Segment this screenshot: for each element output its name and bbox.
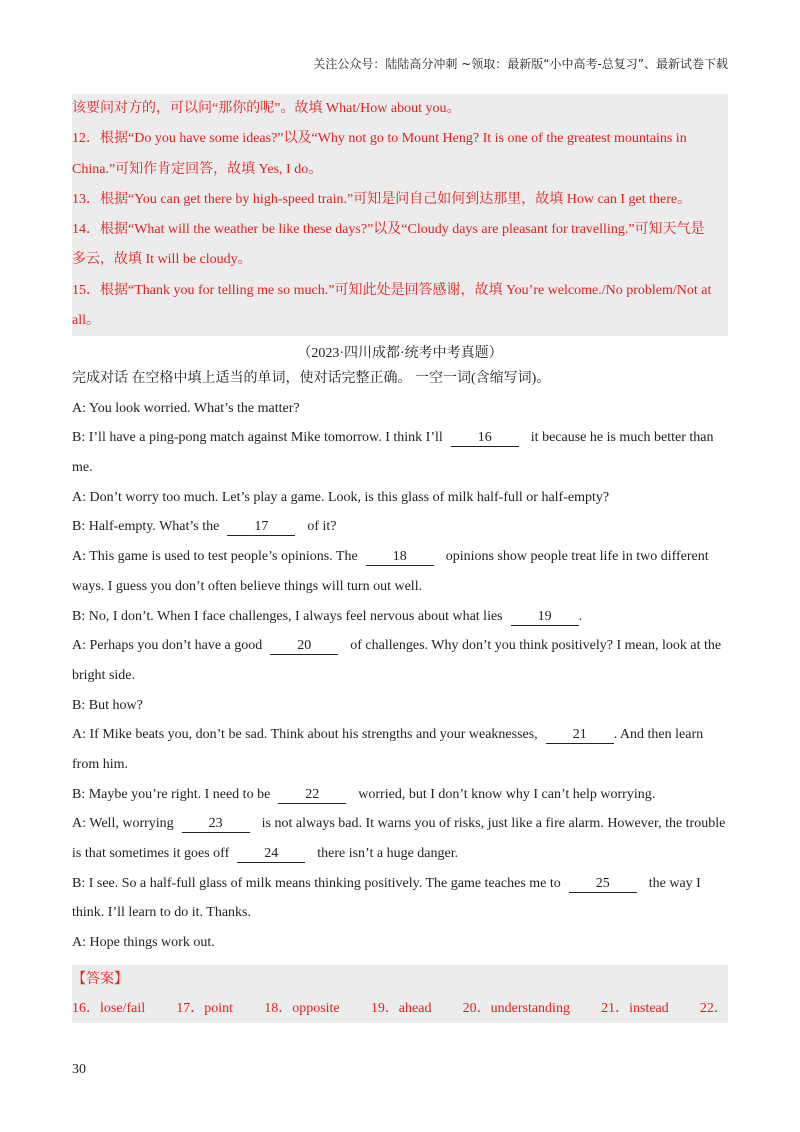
dialogue-text: B: I’ll have a ping-pong match against Mike tomorrow. I think I’ll bbox=[72, 430, 443, 446]
dialogue-line: A: Hope things work out. bbox=[72, 935, 215, 951]
dialogue-text: the way I bbox=[648, 875, 701, 891]
dialogue-line: A: Don’t worry too much. Let’s play a game. Look, is this glass of milk half-full or half-empty? bbox=[72, 489, 610, 505]
dialogue-text: A: This game is used to test people’s opinions. The bbox=[72, 549, 358, 565]
section-title: （2023·四川成都·统考中考真题） bbox=[297, 346, 503, 361]
explanation-block bbox=[72, 94, 728, 336]
dialogue-line bbox=[72, 720, 728, 750]
answer-item: 19．ahead bbox=[370, 1001, 432, 1016]
dialogue-line bbox=[72, 542, 728, 572]
dialogue-line bbox=[72, 809, 728, 839]
dialogue-text: . And then learn bbox=[613, 727, 704, 743]
blank-24: 24 bbox=[237, 846, 305, 863]
dialogue-line: me. bbox=[72, 460, 93, 476]
explanation-line: 14．根据“What will the weather be like these days?”以及“Cloudy days are pleasant for travelling.”可知天气是 bbox=[72, 222, 705, 238]
dialogue-text: B: Half-empty. What’s the bbox=[72, 519, 220, 535]
answer-list bbox=[72, 994, 728, 1023]
explanation-line: 13．根据“You can get there by high-speed train.”可知是问自己如何到达那里，故填 How can I get there。 bbox=[72, 191, 692, 207]
dialogue-line: bright side. bbox=[72, 667, 135, 683]
dialogue-line: A: You look worried. What’s the matter? bbox=[72, 400, 300, 416]
blank-16: 16 bbox=[451, 430, 519, 447]
answer-item: 21．instead bbox=[601, 1001, 669, 1016]
dialogue-text: it because he is much better than bbox=[530, 430, 714, 446]
explanation-line: China.”可知作肯定回答，故填 Yes, I do。 bbox=[72, 161, 323, 177]
explanation-line: 15．根据“Thank you for telling me so much.”可知此处是回答感谢，故填 You’re welcome./No problem/Not at bbox=[72, 282, 712, 298]
dialogue-line: from him. bbox=[72, 756, 128, 772]
dialogue-text: of it? bbox=[307, 519, 337, 535]
dialogue-text: there isn’t a huge danger. bbox=[317, 846, 459, 861]
dialogue-text: A: If Mike beats you, don’t be sad. Think about his strengths and your weaknesses, bbox=[72, 727, 538, 743]
blank-17: 17 bbox=[227, 519, 295, 536]
dialogue-line bbox=[72, 780, 728, 810]
dialogue-line bbox=[72, 869, 728, 899]
dialogue-text: A: Perhaps you don’t have a good bbox=[72, 638, 263, 654]
explanation-line: all。 bbox=[72, 313, 100, 329]
answer-item: 17．point bbox=[176, 1001, 234, 1016]
explanation-line: 该要问对方的，可以问“那你的呢”。故填 What/How about you。 bbox=[72, 101, 461, 116]
blank-20: 20 bbox=[270, 638, 338, 655]
page-number: 30 bbox=[72, 1062, 86, 1077]
dialogue-line: think. I’ll learn to do it. Thanks. bbox=[72, 905, 251, 921]
blank-22: 22 bbox=[278, 787, 346, 804]
answer-label: 【答案】 bbox=[72, 972, 128, 987]
dialogue-line bbox=[72, 631, 728, 661]
dialogue-text: opinions show people treat life in two different bbox=[445, 549, 709, 565]
dialogue-text: worried, but I don’t know why I can’t help worrying. bbox=[358, 786, 656, 802]
dialogue-text: B: Maybe you’re right. I need to be bbox=[72, 786, 271, 802]
dialogue-line bbox=[72, 602, 728, 632]
answer-item: 22． bbox=[699, 1001, 728, 1016]
instruction: 完成对话 在空格中填上适当的单词，使对话完整正确。 一空一词(含缩写词)。 bbox=[72, 371, 551, 386]
page-header: 关注公众号：陆陆高分冲刺 ~领取：最新版“小中高考-总复习”、最新试卷下载 bbox=[313, 57, 728, 71]
blank-25: 25 bbox=[569, 876, 637, 893]
blank-19: 19 bbox=[511, 609, 579, 626]
dialogue-text: . bbox=[578, 608, 583, 624]
dialogue-text: B: No, I don’t. When I face challenges, I always feel nervous about what lies bbox=[72, 608, 503, 624]
blank-18: 18 bbox=[366, 549, 434, 566]
dialogue-line bbox=[72, 839, 728, 869]
answer-item: 16．lose/fail bbox=[72, 1001, 146, 1016]
explanation-line: 多云，故填 It will be cloudy。 bbox=[72, 252, 252, 268]
dialogue-text: is not always bad. It warns you of risks, just like a fire alarm. However, the trouble bbox=[261, 816, 726, 832]
dialogue-text: B: I see. So a half-full glass of milk means thinking positively. The game teaches me to bbox=[72, 875, 561, 891]
dialogue-line bbox=[72, 512, 728, 542]
dialogue-text: is that sometimes it goes off bbox=[72, 846, 230, 861]
explanation-line: 12．根据“Do you have some ideas?”以及“Why not go to Mount Heng? It is one of the greatest mountains in bbox=[72, 131, 687, 147]
dialogue-line: B: But how? bbox=[72, 697, 143, 713]
dialogue-line bbox=[72, 423, 728, 453]
blank-21: 21 bbox=[546, 727, 614, 744]
dialogue-text: A: Well, worrying bbox=[72, 816, 174, 832]
answer-item: 20．understanding bbox=[462, 1001, 570, 1016]
dialogue-exercise bbox=[72, 364, 728, 958]
blank-23: 23 bbox=[182, 816, 250, 833]
answer-item: 18．opposite bbox=[264, 1001, 340, 1016]
dialogue-line: ways. I guess you don’t often believe things will turn out well. bbox=[72, 578, 423, 594]
dialogue-text: of challenges. Why don’t you think positively? I mean, look at the bbox=[350, 638, 722, 654]
answer-block bbox=[72, 965, 728, 1023]
